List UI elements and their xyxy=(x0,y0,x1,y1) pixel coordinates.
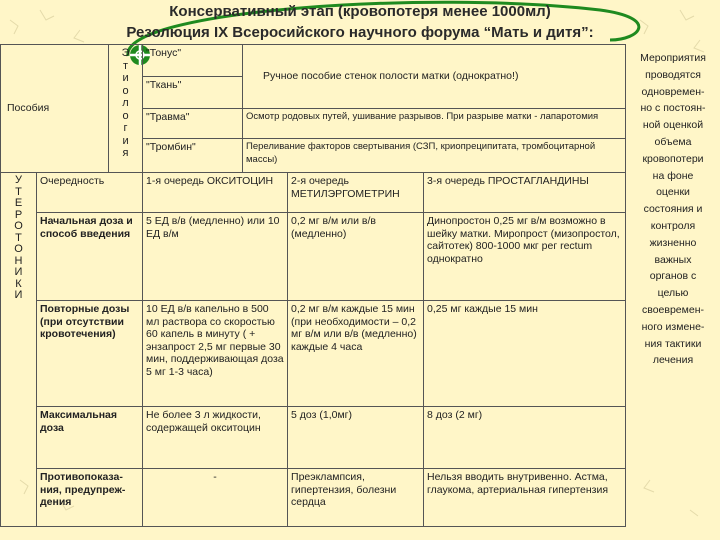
table-cell: 5 доз (1,0мг) xyxy=(288,407,424,469)
row-label: Начальная доза и способ введения xyxy=(37,213,143,301)
etiology-action: Осмотр родовых путей, ушивание разрывов. При разрыве матки - лапаротомия xyxy=(243,109,626,139)
table-cell: 0,2 мг в/м каждые 15 мин (при необходимости – 0,2 мг в/м или в/в (медленно) каждые 4 часа xyxy=(288,301,424,407)
etiology-cause: "Травма" xyxy=(143,109,243,139)
row-label: Повторные дозы (при отсутствии кровотечения) xyxy=(37,301,143,407)
table-cell: 8 доз (2 мг) xyxy=(424,407,626,469)
etiology-action: Переливание факторов свертывания (СЗП, криопреципитата, тромбоцитарной массы) xyxy=(243,139,626,173)
table-cell: 10 ЕД в/в капельно в 500 мл раствора со скоростью 60 капель в минуту ( + энзапрост 2,5 мг первые 30 мин, поддерживающая доза 5 мг 1-3 часа) xyxy=(143,301,288,407)
side-note: Мероприятия проводятся одновремен- но с постоян- ной оценкой объема кровопотери на фоне оценки состояния и контроля жизненно важных органов с целью своевремен- ного измене- ния тактики лечения xyxy=(640,52,706,367)
table-cell: 0,25 мг каждые 15 мин xyxy=(424,301,626,407)
table-cell: Преэклампсия, гипертензия, болезни сердца xyxy=(288,469,424,527)
column-header: Очередность xyxy=(37,173,143,213)
table-cell: Динопростон 0,25 мг в/м возможно в шейку матки. Миропрост (мизопростол, сайтотек) 800-1000 мкг рег rectum однократно xyxy=(424,213,626,301)
table-cell: - xyxy=(143,469,288,527)
page-subtitle: Резолюция IX Всеросийского научного форума “Мать и дитя”: xyxy=(126,24,594,41)
row-label: Максимальная доза xyxy=(37,407,143,469)
etiology-cause: "Тонус" xyxy=(143,45,243,77)
table-cell: 5 ЕД в/в (медленно) или 10 ЕД в/м xyxy=(143,213,288,301)
etiology-cause: "Тромбин" xyxy=(143,139,243,173)
column-header: 1-я очередь ОКСИТОЦИН xyxy=(143,173,288,213)
table-cell: Нельзя вводить внутривенно. Астма, глаукома, артериальная гипертензия xyxy=(424,469,626,527)
treatment-table xyxy=(0,44,626,527)
uterotonics-vertical-label: У Т Е Р О Т О Н И К И xyxy=(1,173,37,527)
aids-label-cell xyxy=(1,45,109,173)
column-header: 2-я очередь МЕТИЛЭРГОМЕТРИН xyxy=(288,173,424,213)
table-cell: Не более 3 л жидкости, содержащей окситоцин xyxy=(143,407,288,469)
etiology-cause: "Ткань" xyxy=(143,77,243,109)
column-header: 3-я очередь ПРОСТАГЛАНДИНЫ xyxy=(424,173,626,213)
page-title: Консервативный этап (кровопотеря менее 1000мл) xyxy=(169,3,551,20)
table-cell: 0,2 мг в/м или в/в (медленно) xyxy=(288,213,424,301)
row-label: Противопоказа-ния, предупреж-дения xyxy=(37,469,143,527)
etiology-action: Ручное пособие стенок полости матки (однократно!) xyxy=(243,45,626,109)
etiology-vertical-label: Э т и о л о г и я xyxy=(109,45,143,173)
aids-label: Пособия xyxy=(7,102,50,115)
